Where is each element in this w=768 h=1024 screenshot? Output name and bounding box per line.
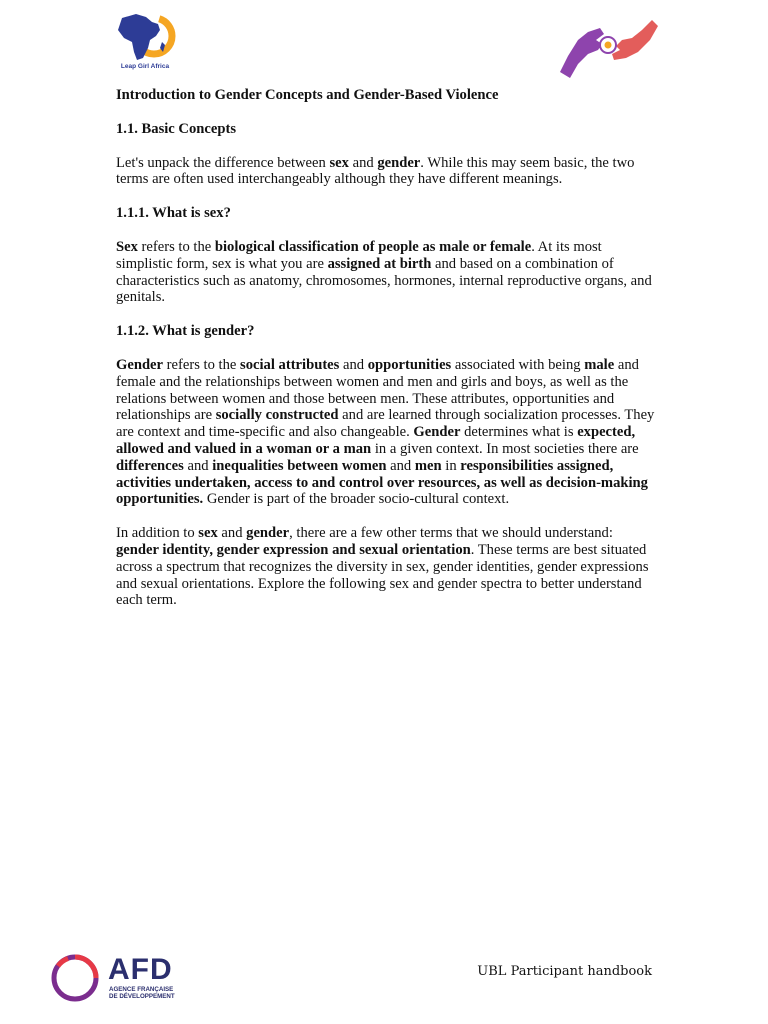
section-heading-what-is-gender: 1.1.2. What is gender? xyxy=(116,323,255,340)
bold-text-run: sex xyxy=(198,525,218,542)
paragraph-sex-definition xyxy=(116,239,656,306)
text-run: Gender is part of the broader socio-cultural context. xyxy=(203,491,510,508)
paragraph-other-terms xyxy=(116,525,656,609)
text-run: refers to the xyxy=(163,356,241,373)
bold-text-run: biological classification of people as male or female xyxy=(214,238,532,255)
leap-girl-africa-logo xyxy=(112,12,182,74)
text-run: in a given context. In most societies there are xyxy=(371,440,639,457)
text-run: and based on a combination of characteristics such as anatomy, chromosomes, hormones, internal reproductive organs, and genitals. xyxy=(116,255,652,306)
text-run: refers to the xyxy=(137,238,215,255)
bold-text-run: inequalities between women xyxy=(212,457,387,474)
bold-text-run: men xyxy=(414,457,442,474)
bold-text-run: expected, allowed and valued in a woman or a man xyxy=(116,424,636,457)
text-run: and female and the relationships between women and men and girls and boys, as well as the relations between women and those between men. These attributes, opportunities and relationships are xyxy=(116,356,639,424)
bold-text-run: Gender xyxy=(413,424,461,441)
text-run: and xyxy=(386,457,415,474)
document-body xyxy=(116,87,656,609)
afd-logo-subtext xyxy=(109,986,175,1000)
bold-text-run: gender identity, gender expression and sexual orientation xyxy=(116,541,471,558)
section-heading-basic-concepts: 1.1. Basic Concepts xyxy=(116,120,236,137)
afd-subtext-line1: AGENCE FRANÇAISE xyxy=(109,986,174,993)
hands-logo xyxy=(554,18,664,80)
bold-text-run: Sex xyxy=(116,238,138,255)
text-run: Let's unpack the difference between xyxy=(116,154,330,171)
footer-handbook-label: UBL Participant handbook xyxy=(477,964,652,979)
text-run: and are learned through socialization processes. They are context and time-specific and also changeable. xyxy=(116,407,655,441)
bold-text-run: Gender xyxy=(116,356,164,373)
text-run: . These terms are best situated across a spectrum that recognizes the diversity in sex, gender identities, gender expressions and sexual orientations. Explore the following sex and gender spectra to better understand each term. xyxy=(116,541,649,609)
afd-logo-text: AFD xyxy=(108,953,173,986)
text-run: and xyxy=(348,154,378,171)
text-run: . While this may seem basic, the two terms are often used interchangeably although they have different meanings. xyxy=(116,154,635,188)
text-run: and xyxy=(339,356,368,373)
bold-text-run: gender xyxy=(377,154,421,171)
text-run: in xyxy=(441,457,461,474)
document-title: Introduction to Gender Concepts and Gender-Based Violence xyxy=(116,87,499,103)
bold-text-run: assigned at birth xyxy=(327,255,432,272)
text-run: associated with being xyxy=(451,356,585,373)
africa-map-icon xyxy=(112,12,182,64)
text-run: . At its most simplistic form, sex is what you are xyxy=(116,238,602,272)
bold-text-run: socially constructed xyxy=(215,407,339,424)
text-run: In addition to xyxy=(116,525,199,542)
paragraph-intro xyxy=(116,155,656,189)
text-run: determines what is xyxy=(460,424,578,441)
text-run: and xyxy=(217,525,247,542)
bold-text-run: gender xyxy=(246,525,290,542)
text-run: , there are a few other terms that we should understand: xyxy=(289,525,613,542)
afd-ring-icon xyxy=(48,952,104,1004)
text-run: and xyxy=(183,457,213,474)
afd-subtext-line2: DE DÉVELOPPEMENT xyxy=(109,993,175,1000)
paragraph-gender-definition xyxy=(116,357,656,508)
leap-girl-africa-text: Leap Girl Africa xyxy=(120,63,170,70)
hands-icon xyxy=(554,18,664,80)
afd-logo xyxy=(48,952,178,1004)
bold-text-run: social attributes xyxy=(240,356,340,373)
bold-text-run: responsibilities assigned, activities undertaken, access to and control over resources, as well as decision-making opportunities. xyxy=(116,457,648,508)
bold-text-run: differences xyxy=(116,457,184,474)
bold-text-run: sex xyxy=(329,154,349,171)
bold-text-run: opportunities xyxy=(367,356,452,373)
bold-text-run: male xyxy=(584,356,615,373)
section-heading-what-is-sex: 1.1.1. What is sex? xyxy=(116,205,231,222)
